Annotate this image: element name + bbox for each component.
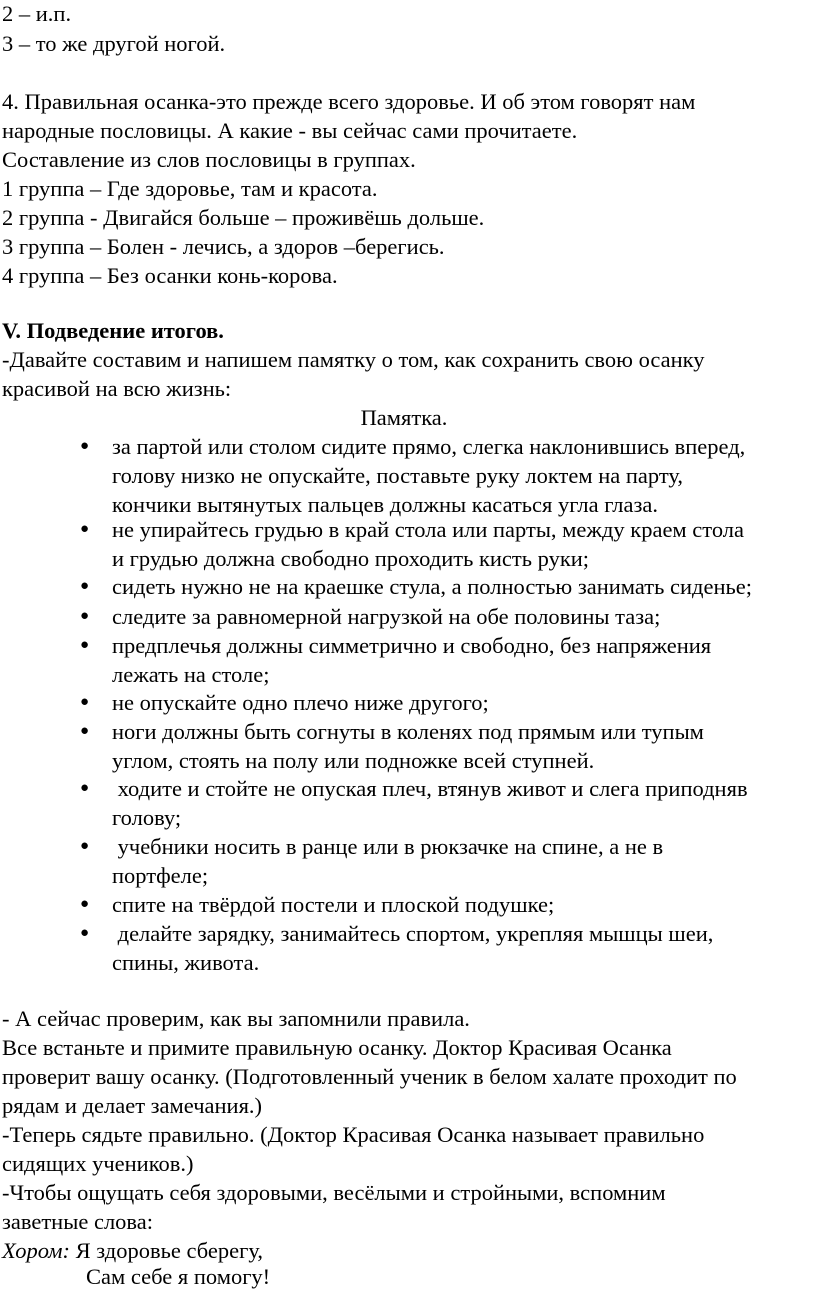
bullet-line: ходите и стойте не опуская плеч, втянув живот и слега приподняв <box>112 776 748 801</box>
bullet-line: не упирайтесь грудью в край стола или парты, между краем стола <box>112 517 744 542</box>
bullet-icon: ● <box>80 608 90 624</box>
memo-bullet-10 <box>80 890 810 919</box>
memo-bullet-1 <box>80 432 810 519</box>
closing-line-2: Все встаньте и примите правильную осанку. Доктор Красивая Осанка <box>2 1035 672 1060</box>
bullet-icon: ● <box>80 521 90 537</box>
bullet-line: лежать на столе; <box>112 662 270 687</box>
memo-bullet-8 <box>80 774 810 832</box>
closing-line-4: рядам и делает замечания.) <box>2 1093 263 1118</box>
section4-line3: Составление из слов пословицы в группах. <box>2 147 416 172</box>
memo-bullet-11 <box>80 919 810 977</box>
bullet-icon: ● <box>80 637 90 653</box>
bullet-line: делайте зарядку, занимайтесь спортом, укрепляя мышцы шеи, <box>112 921 714 946</box>
bullet-line: за партой или столом сидите прямо, слегка наклонившись вперед, <box>112 434 746 459</box>
closing-line-5: -Теперь сядьте правильно. (Доктор Красивая Осанка называет правильно <box>2 1122 705 1147</box>
bullet-icon: ● <box>80 925 90 941</box>
bullet-line: портфеле; <box>112 863 209 888</box>
memo-bullet-6 <box>80 688 810 717</box>
proverb-group-3: 3 группа – Болен - лечись, а здоров –берегись. <box>2 234 445 259</box>
bullet-icon: ● <box>80 838 90 854</box>
bullet-line: не опускайте одно плечо ниже другого; <box>112 690 489 715</box>
memo-bullet-9 <box>80 832 810 890</box>
proverb-group-1: 1 группа – Где здоровье, там и красота. <box>2 176 378 201</box>
closing-line-6: сидящих учеников.) <box>2 1151 194 1176</box>
bullet-icon: ● <box>80 578 90 594</box>
bullet-line: ноги должны быть согнуты в коленях под прямым или тупым <box>112 719 704 744</box>
bullet-line: спины, живота. <box>112 950 260 975</box>
closing-line-1: - А сейчас проверим, как вы запомнили правила. <box>2 1006 470 1031</box>
bullet-icon: ● <box>80 694 90 710</box>
bullet-line: предплечья должны симметрично и свободно, без напряжения <box>112 633 712 658</box>
section4-line1: 4. Правильная осанка-это прежде всего здоровье. И об этом говорят нам <box>2 89 696 114</box>
memo-bullet-7 <box>80 717 810 775</box>
closing-line-3: проверит вашу осанку. (Подготовленный ученик в белом халате проходит по <box>2 1064 737 1089</box>
memo-bullet-2 <box>80 515 810 573</box>
bullet-icon: ● <box>80 780 90 796</box>
bullet-line: учебники носить в ранце или в рюкзачке на спине, а не в <box>112 834 664 859</box>
closing-line-8: заветные слова: <box>2 1209 153 1234</box>
bullet-line: сидеть нужно не на краешке стула, а полностью занимать сиденье; <box>112 574 753 599</box>
bullet-line: следите за равномерной нагрузкой на обе половины таза; <box>112 604 661 629</box>
proverb-group-2: 2 группа - Двигайся больше – проживёшь дольше. <box>2 205 485 230</box>
bullet-line: голову низко не опускайте, поставьте руку локтем на парту, <box>112 463 684 488</box>
chorus-text-1: Я здоровье сберегу, <box>70 1238 263 1263</box>
section5-intro-line2: красивой на всю жизнь: <box>2 376 232 401</box>
bullet-icon: ● <box>80 723 90 739</box>
memo-bullet-4 <box>80 602 810 631</box>
bullet-icon: ● <box>80 896 90 912</box>
chorus-line-1 <box>2 1236 263 1265</box>
section4-line2: народные пословицы. А какие - вы сейчас сами прочитаете. <box>2 118 578 143</box>
bullet-line: и грудью должна свободно проходить кисть руки; <box>112 546 590 571</box>
bullet-line: спите на твёрдой постели и плоской подушке; <box>112 892 555 917</box>
bullet-line: голову; <box>112 805 182 830</box>
closing-line-7: -Чтобы ощущать себя здоровыми, весёлыми и стройными, вспомним <box>2 1180 666 1205</box>
section5-heading: V. Подведение итогов. <box>2 318 224 343</box>
bullet-line: кончики вытянутых пальцев должны касаться угла глаза. <box>112 492 658 517</box>
proverb-group-4: 4 группа – Без осанки конь-корова. <box>2 263 338 288</box>
bullet-line: углом, стоять на полу или подножке всей ступней. <box>112 748 595 773</box>
chorus-line-2: Сам себе я помогу! <box>86 1264 271 1289</box>
section5-intro-line1: -Давайте составим и напишем памятку о том, как сохранить свою осанку <box>2 347 705 372</box>
memo-bullet-5 <box>80 631 810 689</box>
memo-bullet-3 <box>80 572 810 601</box>
text-line-exercise-2: 2 – и.п. <box>2 1 72 26</box>
memo-title: Памятка. <box>360 405 448 430</box>
chorus-label: Хором: <box>2 1238 71 1263</box>
text-line-exercise-3: 3 – то же другой ногой. <box>2 31 226 56</box>
bullet-icon: ● <box>80 438 90 454</box>
